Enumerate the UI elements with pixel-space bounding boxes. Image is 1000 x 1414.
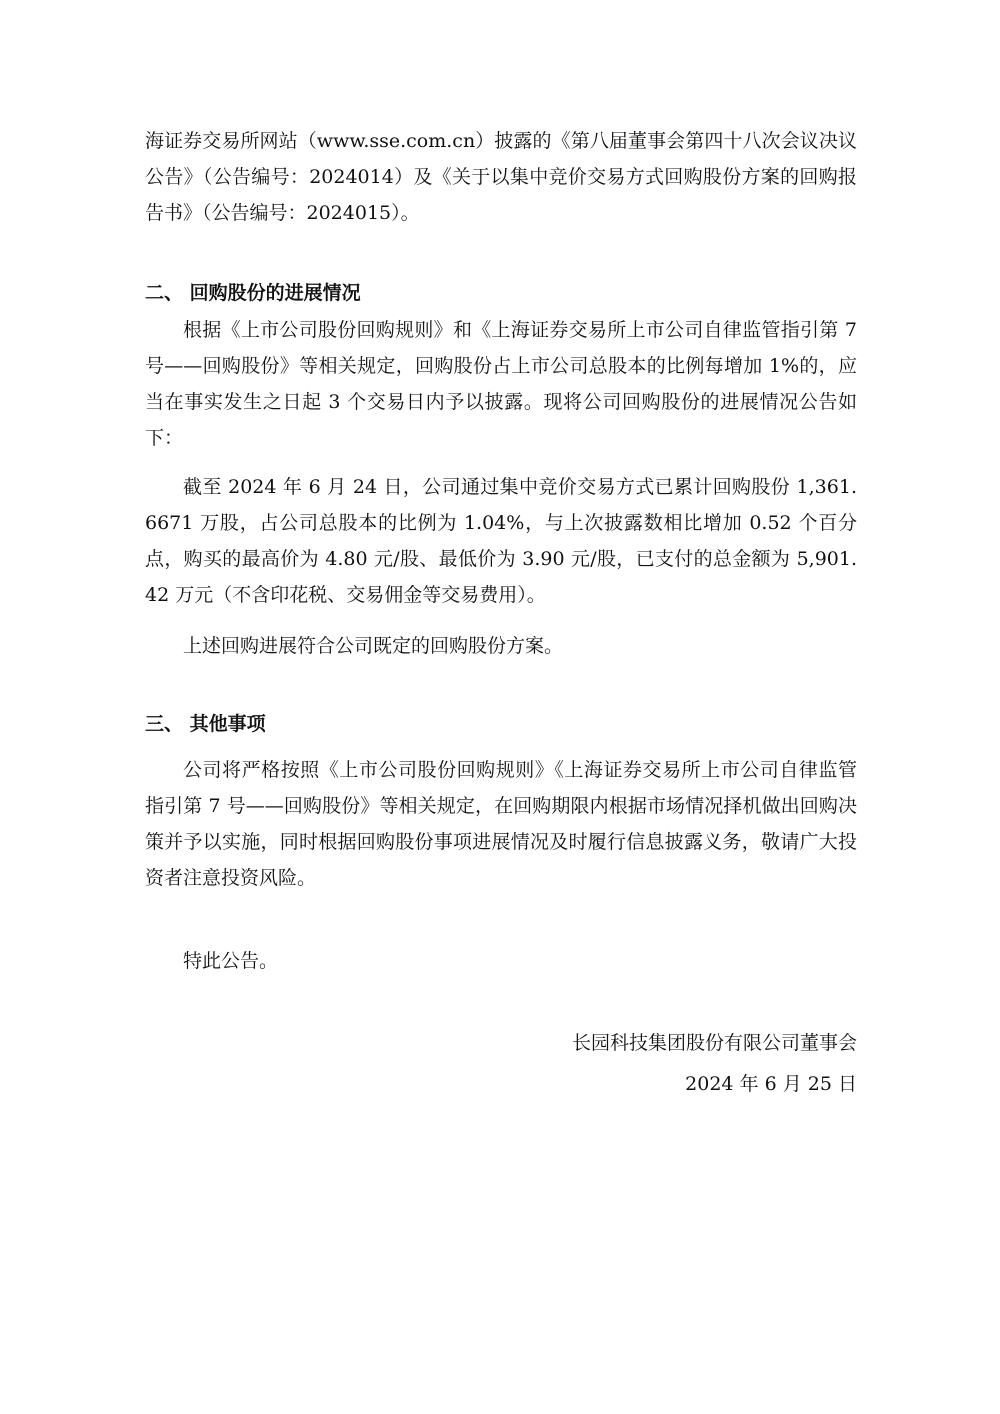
closing-statement: 特此公告。	[183, 950, 279, 972]
section-2-paragraph-1: 根据《上市公司股份回购规则》和《上海证券交易所上市公司自律监管指引第 7 号——回购股份》等相关规定，回购股份占上市公司总股本的比例每增加 1%的，应当在事实发生之日起 3 个交易日内予以披露。现将公司回购股份的进展情况公告如下：	[145, 319, 857, 449]
signature-date: 2024 年 6 月 25 日	[685, 1073, 857, 1095]
section-2-paragraph-2: 截至 2024 年 6 月 24 日，公司通过集中竞价交易方式已累计回购股份 1,361.6671 万股，占公司总股本的比例为 1.04%，与上次披露数相比增加 0.52 个百分点，购买的最高价为 4.80 元/股、最低价为 3.90 元/股，已支付的总金额为 5,901.42 万元（不含印花税、交易佣金等交易费用）。	[145, 476, 857, 606]
section-2-paragraph-3: 上述回购进展符合公司既定的回购股份方案。	[183, 635, 564, 657]
section-2-heading: 二、 回购股份的进展情况	[145, 282, 361, 304]
section-3-paragraph-1: 公司将严格按照《上市公司股份回购规则》《上海证券交易所上市公司自律监管指引第 7 号——回购股份》等相关规定，在回购期限内根据市场情况择机做出回购决策并予以实施，同时根据回购股份事项进展情况及时履行信息披露义务，敬请广大投资者注意投资风险。	[145, 759, 857, 889]
intro-paragraph: 海证券交易所网站（www.sse.com.cn）披露的《第八届董事会第四十八次会议决议公告》（公告编号：2024014）及《关于以集中竞价交易方式回购股份方案的回购报告书》（公告编号：2024015）。	[145, 130, 857, 224]
section-3-heading: 三、 其他事项	[145, 713, 266, 735]
signature-company: 长园科技集团股份有限公司董事会	[571, 1032, 857, 1054]
